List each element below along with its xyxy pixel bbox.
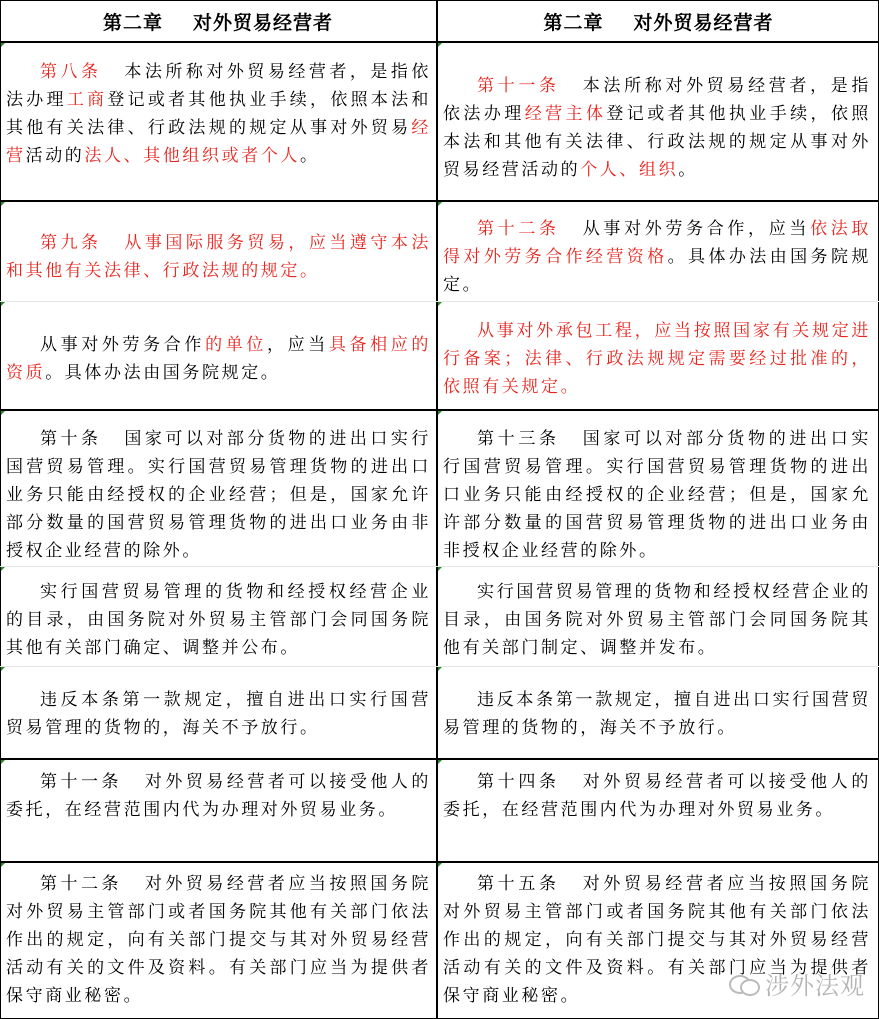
cell-marker bbox=[1, 43, 5, 47]
article-text: 从事对外劳务合作 bbox=[40, 335, 206, 355]
cell-marker bbox=[438, 667, 442, 671]
cell-marker bbox=[1, 202, 5, 206]
amended-text: 法人、其他组织或者个人 bbox=[84, 146, 301, 166]
watermark bbox=[729, 966, 865, 1001]
amended-text: 经营 bbox=[6, 118, 431, 166]
amended-text: 依法取得对外劳务合作经营资格 bbox=[443, 219, 871, 267]
article-text: 从事对外劳务合作，应当 bbox=[581, 219, 811, 239]
cell-marker bbox=[438, 202, 442, 206]
article-text: 本法所称对外贸易经营者，是指依法办理 bbox=[443, 76, 871, 124]
article-paragraph bbox=[443, 317, 871, 401]
wechat-icon bbox=[729, 973, 759, 995]
article-paragraph bbox=[443, 425, 871, 565]
article-cell-right bbox=[443, 425, 871, 565]
article-cell-right bbox=[443, 72, 871, 184]
article-paragraph bbox=[6, 425, 431, 565]
article-text: 对外贸易经营者可以接受他人的委托，在经营范围内代为办理对外贸易业务。 bbox=[6, 772, 431, 820]
header-left-title: 对外贸易经营者 bbox=[193, 11, 334, 34]
article-cell-left bbox=[6, 58, 431, 170]
article-paragraph bbox=[6, 686, 431, 742]
header-right-chapter: 第二章 bbox=[543, 11, 604, 34]
amended-text: 从事国际服务贸易，应当遵守本法和其他有关法律、行政法规的规定。 bbox=[6, 233, 431, 281]
amended-text: 的单位 bbox=[205, 335, 267, 355]
article-text: 活动的 bbox=[25, 146, 85, 166]
cell-marker bbox=[1, 667, 5, 671]
article-number: 第十一条 bbox=[40, 772, 122, 792]
article-number: 第八条 bbox=[40, 62, 102, 82]
cell-marker bbox=[1, 567, 5, 571]
article-text: 。具体办法由国务院规定。 bbox=[45, 363, 281, 383]
article-number: 第十五条 bbox=[477, 874, 560, 894]
article-paragraph bbox=[6, 578, 431, 662]
cell-marker bbox=[438, 302, 442, 306]
article-text: 违反本条第一款规定，擅自进出口实行国营贸易管理的货物的，海关不予放行。 bbox=[6, 690, 431, 738]
article-text: ，应当 bbox=[266, 335, 329, 355]
article-number: 第九条 bbox=[40, 233, 102, 253]
cell-marker bbox=[438, 411, 442, 415]
article-paragraph bbox=[443, 215, 871, 299]
article-cell-left bbox=[6, 686, 431, 742]
article-cell-left bbox=[6, 870, 431, 1010]
article-paragraph bbox=[6, 870, 431, 1010]
header-right bbox=[438, 0, 879, 42]
article-text: 登记或者其他执业手续，依照本法和其他有关法律、行政法规的规定从事对外贸易 bbox=[6, 90, 431, 138]
cell-marker bbox=[1, 411, 5, 415]
article-text: 违反本条第一款规定，擅自进出口实行国营贸易管理的货物的，海关不予放行。 bbox=[443, 690, 871, 738]
cell-marker bbox=[438, 43, 442, 47]
cell-marker bbox=[1, 302, 5, 306]
amended-text: 经营主体 bbox=[524, 104, 607, 124]
article-cell-right bbox=[443, 768, 871, 824]
article-text: 实行国营贸易管理的货物和经授权经营企业的目录，由国务院对外贸易主管部门会同国务院其他有关部门确定、调整并公布。 bbox=[6, 582, 431, 658]
amended-text: 从事对外承包工程，应当按照国家有关规定进行备案；法律、行政法规规定需要经过批准的，依照有关规定。 bbox=[443, 321, 871, 397]
article-cell-left bbox=[6, 768, 431, 824]
amended-text: 具备相应的资质 bbox=[6, 335, 431, 383]
article-cell-right bbox=[443, 215, 871, 299]
article-paragraph bbox=[443, 578, 871, 662]
article-number: 第十四条 bbox=[477, 772, 560, 792]
article-cell-left bbox=[6, 425, 431, 565]
header-right-title: 对外贸易经营者 bbox=[633, 11, 774, 34]
watermark-text: 涉外法观 bbox=[765, 972, 865, 1000]
article-text: 对外贸易经营者应当按照国务院对外贸易主管部门或者国务院其他有关部门依法作出的规定，向有关部门提交与其对外贸易经营活动有关的文件及资料。有关部门应当为提供者保守商业秘密。 bbox=[6, 874, 431, 1006]
article-text: 国家可以对部分货物的进出口实行国营贸易管理。实行国营贸易管理货物的进出口业务只能由经授权的企业经营；但是，国家允许部分数量的国营贸易管理货物的进出口业务由非授权企业经营的除外。 bbox=[6, 429, 431, 561]
cell-marker bbox=[1, 863, 5, 867]
article-text: 。 bbox=[678, 160, 698, 180]
article-text: 实行国营贸易管理的货物和经授权经营企业的目录，由国务院对外贸易主管部门会同国务院其他有关部门制定、调整并发布。 bbox=[443, 582, 871, 658]
article-number: 第十条 bbox=[40, 429, 102, 449]
article-text: 。 bbox=[300, 146, 320, 166]
amended-text: 个人、组织 bbox=[580, 160, 679, 180]
header-left bbox=[0, 0, 436, 42]
article-paragraph bbox=[6, 331, 431, 387]
article-text: 国家可以对部分货物的进出口实行国营贸易管理。实行国营贸易管理货物的进出口业务只能由经授权的企业经营；但是，国家允许部分数量的国营贸易管理货物的进出口业务由非授权企业经营的除外。 bbox=[443, 429, 871, 561]
article-number: 第十二条 bbox=[477, 219, 560, 239]
article-text: 登记或者其他执业手续，依照本法和其他有关法律、行政法规的规定从事对外贸易经营活动的 bbox=[443, 104, 871, 180]
article-cell-left bbox=[6, 331, 431, 387]
article-paragraph bbox=[443, 72, 871, 184]
article-cell-left bbox=[6, 229, 431, 285]
article-text: 。具体办法由国务院规定。 bbox=[443, 247, 872, 295]
article-number: 第十二条 bbox=[40, 874, 122, 894]
cell-marker bbox=[438, 760, 442, 764]
article-number: 第十一条 bbox=[477, 76, 560, 96]
amended-text: 工商 bbox=[66, 90, 108, 110]
article-text: 对外贸易经营者应当按照国务院对外贸易主管部门或者国务院其他有关部门依法作出的规定，向有关部门提交与其对外贸易经营活动有关的文件及资料。有关部门应当为提供者保守商业秘密。 bbox=[443, 874, 871, 1006]
article-paragraph bbox=[6, 58, 431, 170]
cell-marker bbox=[438, 567, 442, 571]
article-cell-right bbox=[443, 686, 871, 742]
article-text: 对外贸易经营者可以接受他人的委托，在经营范围内代为办理对外贸易业务。 bbox=[443, 772, 871, 820]
article-cell-right bbox=[443, 317, 871, 401]
article-paragraph bbox=[6, 768, 431, 824]
header-left-chapter: 第二章 bbox=[102, 11, 163, 34]
article-paragraph bbox=[443, 768, 871, 824]
article-paragraph bbox=[443, 686, 871, 742]
cell-marker bbox=[438, 863, 442, 867]
article-text: 本法所称对外贸易经营者，是指依法办理 bbox=[6, 62, 431, 110]
cell-marker bbox=[1, 760, 5, 764]
article-number: 第十三条 bbox=[477, 429, 560, 449]
article-cell-left bbox=[6, 578, 431, 662]
article-cell-right bbox=[443, 578, 871, 662]
article-paragraph bbox=[6, 229, 431, 285]
